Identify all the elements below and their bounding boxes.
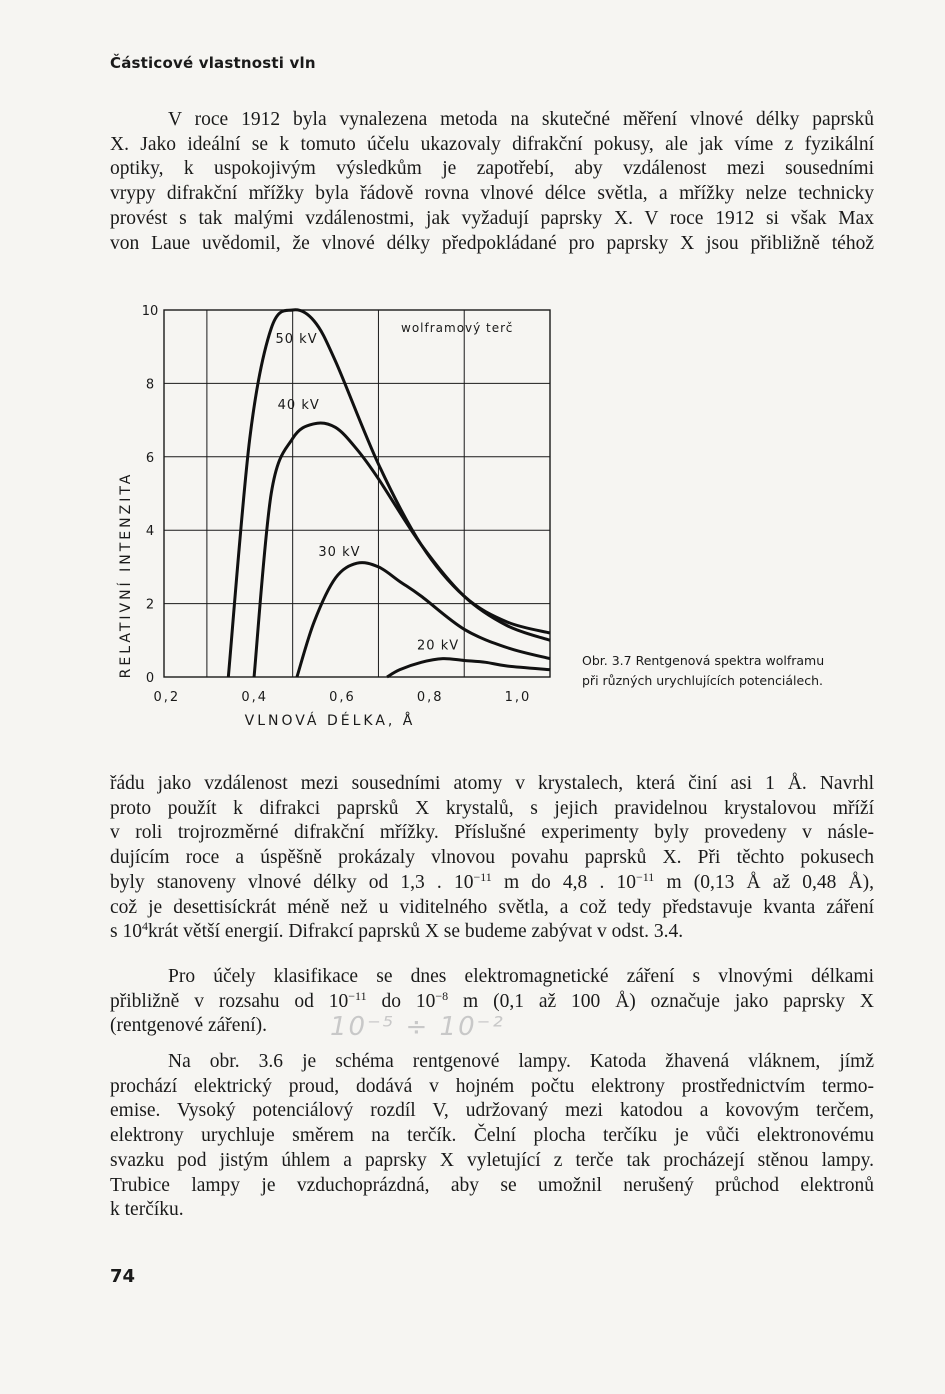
series-label: 40 kV — [277, 398, 320, 414]
text-line: elektrony urychluje směrem na terčík. Čelní plocha terčíku je vůči elektronovému — [110, 1125, 874, 1147]
series-line-20kv — [387, 659, 550, 677]
text-line: emise. Vysoký potenciálový rozdíl V, udržovaný mezi katodou a kovovým terčem, — [110, 1100, 874, 1122]
y-tick-label: 4 — [145, 524, 155, 540]
figure-3-7 — [100, 295, 600, 745]
text-line: (rentgenové záření). — [110, 1015, 267, 1037]
text-line: provést s tak malými vzdálenostmi, jak vyžadují paprsky X. V roce 1912 si však Max — [110, 207, 874, 229]
y-tick-label: 6 — [145, 450, 155, 466]
text-line: von Laue uvědomil, že vlnové délky předpokládané pro paprsky X jsou přibližně téhož — [110, 232, 874, 254]
chart-grid — [164, 310, 550, 677]
text-line: přibližně v rozsahu od $10^{-11}$ do $10^{-8}$ m (0,1 až 100 Å) označuje jako paprsky X — [110, 988, 875, 1012]
text-line: proto použít k difrakci paprsků X krystalů, s jejich pravidelnou krystalovou mříží — [110, 797, 874, 819]
text-line: Pro účely klasifikace se dnes elektromagnetické záření s vlnovými délkami — [168, 966, 874, 987]
caption-line: při různých urychlujících potenciálech. — [582, 673, 823, 688]
series-line-30kv — [297, 563, 550, 677]
text-line: svazku pod jistým úhlem a paprsky X vyletující z terče tak procházejí stěnou lampy. — [110, 1149, 874, 1171]
x-tick-label: 0,6 — [329, 690, 356, 705]
x-tick-label: 0,8 — [416, 690, 444, 705]
y-axis-label: RELATIVNÍ INTENZITA — [118, 471, 134, 679]
text-line: Trubice lampy je vzduchoprázdná, aby se umožnil nerušený průchod elektronů — [110, 1174, 874, 1196]
y-tick-label: 0 — [145, 671, 155, 686]
text-line: s $10^4krát$ větší energií. Difrakcí paprsků X se budeme zabývat v odst. 3.4. — [110, 919, 684, 943]
text-line: optiky, k uspokojivým výsledkům je zapotřebí, aby vzdálenost mezi sousedními — [110, 158, 874, 180]
text-line: dujícím roce a úspěšně prokázaly vlnovou povahu paprsků X. Při těchto pokusech — [110, 847, 874, 869]
y-tick-label: 10 — [141, 304, 159, 319]
text-line: vrypy difrakční mřížky byla řádově rovna vlnové délce světla, a mřížky nelze technicky — [110, 183, 874, 205]
text-line: X. Jako ideální se k tomuto účelu ukazovaly difrakční pokusy, ale jak víme z fyzikální — [110, 133, 874, 155]
chart-curves — [228, 310, 550, 677]
paragraph-1 — [110, 108, 874, 256]
page-number: 74 — [110, 1266, 136, 1287]
caption-line: Obr. 3.7 Rentgenová spektra wolframu — [582, 653, 825, 668]
series-label: 20 kV — [417, 638, 460, 654]
x-tick-label: 0,4 — [241, 690, 269, 705]
text-line: byly stanoveny vlnové délky od 1,3 . $10^{-11}$ m do 4,8 . $10^{-11}$ m (0,13 Å až 0,48 Å), — [110, 869, 874, 893]
xray-spectrum-chart — [100, 295, 600, 745]
x-tick-label: 1,0 — [504, 690, 532, 705]
paragraph-2 — [110, 772, 874, 945]
text-line: Na obr. 3.6 je schéma rentgenové lampy. Katoda žhavená vláknem, jímž — [168, 1051, 874, 1072]
text-line: V roce 1912 byla vynalezena metoda na skutečné měření vlnové délky paprsků — [168, 109, 874, 130]
series-label: 50 kV — [275, 332, 318, 348]
annotation-target: wolframový terč — [401, 321, 514, 335]
y-tick-label: 2 — [145, 597, 155, 613]
plot-frame — [164, 310, 550, 677]
text-line: řádu jako vzdálenost mezi sousedními atomy v krystalech, která činí asi 1 Å. Navrhl — [110, 773, 874, 794]
y-tick-label: 8 — [145, 377, 155, 393]
text-line: v roli trojrozměrné difrakční mřížky. Příslušné experimenty byly provedeny v násle- — [110, 822, 874, 844]
paragraph-4 — [110, 1050, 874, 1223]
text-line: což je desettisíckrát méně než u viditelného světla, a což tedy představuje kvanta záření — [110, 896, 874, 918]
x-axis-label: VLNOVÁ DÉLKA, Å — [244, 713, 416, 729]
series-label: 30 kV — [318, 544, 361, 560]
handwritten-note: 10⁻⁵ ÷ 10⁻² — [330, 1012, 505, 1042]
series-line-40kv — [254, 423, 550, 677]
figure-caption — [582, 651, 882, 691]
text-line: prochází elektrický proud, dodává v hojném počtu elektrony prostřednictvím termo- — [110, 1075, 874, 1097]
running-header: Částicové vlastnosti vln — [110, 54, 316, 72]
text-line: k terčíku. — [110, 1199, 184, 1221]
x-tick-label: 0,2 — [153, 690, 181, 705]
